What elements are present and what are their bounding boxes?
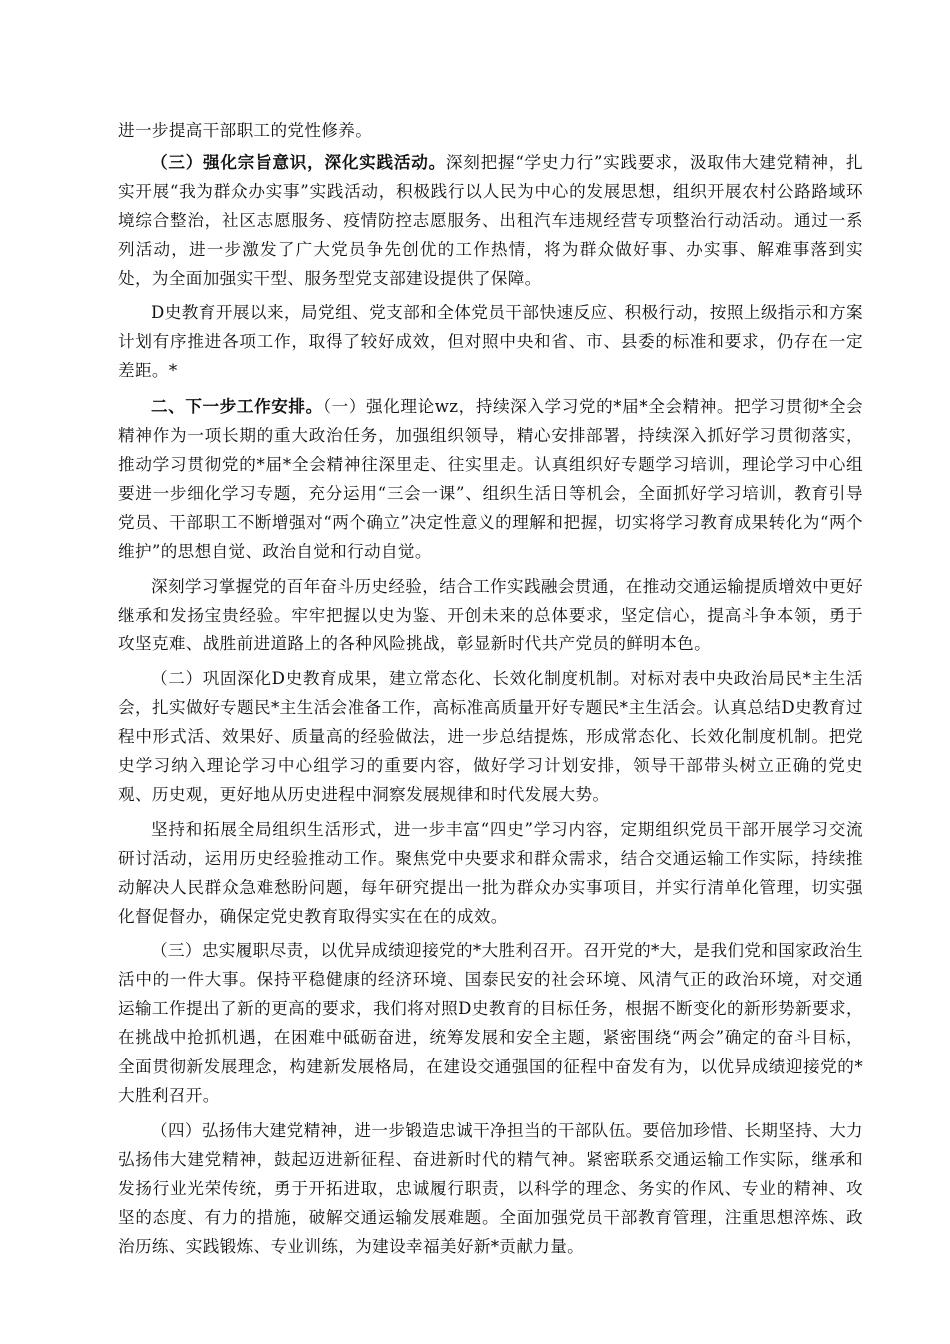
paragraph-text: （四）弘扬伟大建党精神，进一步锻造忠诚干净担当的干部队伍。要倍加珍惜、长期坚持、大力弘扬伟大建党精神，鼓起迈进新征程、奋进新时代的精气神。紧密联系交通运输工作实际，继承和发扬行业光荣传统，勇于开拓进取，忠诚履行职责，以科学的理念、务实的作风、专业的精神、攻坚的态度、有力的措施，破解交通运输发展难题。全面加强党员干部教育管理，注重思想淬炼、政治历练、实践锻炼、专业训练，为建设幸福美好新*贡献力量。 xyxy=(118,1120,863,1256)
section-heading: 二、下一步工作安排。 xyxy=(151,396,323,417)
paragraph-text: （二）巩固深化D史教育成果，建立常态化、长效化制度机制。对标对表中央政治局民*主生活会，扎实做好专题民*主生活会准备工作，高标准高质量开好专题民*主生活会。认真总结D史教育过程中形式活、效果好、质量高的经验做法，进一步总结提炼，形成常态化、长效化制度机制。把党史学习纳入理论学习中心组学习的重要内容，做好学习计划安排，领导干部带头树立正确的党史观、历史观，更好地从历史进程中洞察发展规律和时代发展大势。 xyxy=(118,669,863,804)
paragraph-text: 进一步提高干部职工的党性修养。 xyxy=(118,121,373,140)
paragraph-text: 深刻把握“学史力行”实践要求，汲取伟大建党精神，扎实开展“我为群众办实事”实践活动，积极践行以人民为中心的发展思想，组织开展农村公路路域环境综合整治，社区志愿服务、疫情防控志愿服务、出租汽车违规经营专项整治行动活动。通过一系列活动，进一步激发了广大党员争先创优的工作热情，将为群众做好事、办实事、解难事落到实处，为全面加强实干型、服务型党支部建设提供了保障。 xyxy=(118,152,863,288)
paragraph-next-steps xyxy=(118,392,863,566)
paragraph-consolidate-results xyxy=(118,665,863,810)
paragraph-heading: （三）强化宗旨意识，深化实践活动。 xyxy=(151,151,446,172)
paragraph-party-spirit xyxy=(118,1117,863,1262)
document-body xyxy=(118,117,863,1267)
paragraph-summary xyxy=(118,299,863,386)
paragraph-text: D史教育开展以来，局党组、党支部和全体党员干部快速反应、积极行动，按照上级指示和方案计划有序推进各项工作，取得了较好成效，但对照中央和省、市、县委的标准和要求，仍存在一定差距。* xyxy=(118,303,863,381)
paragraph-continuation xyxy=(118,117,863,146)
paragraph-text: （三）忠实履职尽责，以优异成绩迎接党的*大胜利召开。召开党的*大，是我们党和国家政治生活中的一件大事。保持平稳健康的经济环境、国泰民安的社会环境、风清气正的政治环境，对交通运输工作提出了新的更高的要求，我们将对照D史教育的目标任务，根据不断变化的新形势新要求，在挑战中抢抓机遇，在困难中砥砺奋进，统筹发展和安全主题，紧密围绕“两会”确定的奋斗目标，全面贯彻新发展理念，构建新发展格局，在建设交通强国的征程中奋发有为，以优异成绩迎接党的*大胜利召开。 xyxy=(118,941,863,1105)
paragraph-history-experience xyxy=(118,573,863,660)
paragraph-text: （一）强化理论wz，持续深入学习党的*届*全会精神。把学习贯彻*全会精神作为一项长期的重大政治任务，加强组织领导，精心安排部署，持续深入抓好学习贯彻落实，推动学习贯彻党的*届*全会精神往深里走、往实里走。认真组织好专题学习培训，理论学习中心组要进一步细化学习专题，充分运用“三会一课”、组织生活日等机会，全面抓好学习培训，教育引导党员、干部职工不断增强对“两个确立”决定性意义的理解和把握，切实将学习教育成果转化为“两个维护”的思想自觉、政治自觉和行动自觉。 xyxy=(118,397,863,561)
paragraph-text: 深刻学习掌握党的百年奋斗历史经验，结合工作实践融会贯通，在推动交通运输提质增效中更好继承和发扬宝贵经验。牢牢把握以史为鉴、开创未来的总体要求，坚定信心，提高斗争本领，勇于攻坚克难、战胜前进道路上的各种风险挑战，彰显新时代共产党员的鲜明本色。 xyxy=(118,576,863,654)
paragraph-fulfill-duties xyxy=(118,937,863,1110)
paragraph-text: 坚持和拓展全局组织生活形式，进一步丰富“四史”学习内容，定期组织党员干部开展学习交流研讨活动，运用历史经验推动工作。聚焦党中央要求和群众需求，结合交通运输工作实际，持续推动解决人民群众急难愁盼问题，每年研究提出一批为群众办实事项目，并实行清单化管理，切实强化督促督办，确保定党史教育取得实实在在的成效。 xyxy=(118,819,863,926)
paragraph-purpose-awareness xyxy=(118,148,863,294)
paragraph-organization-life xyxy=(118,816,863,932)
